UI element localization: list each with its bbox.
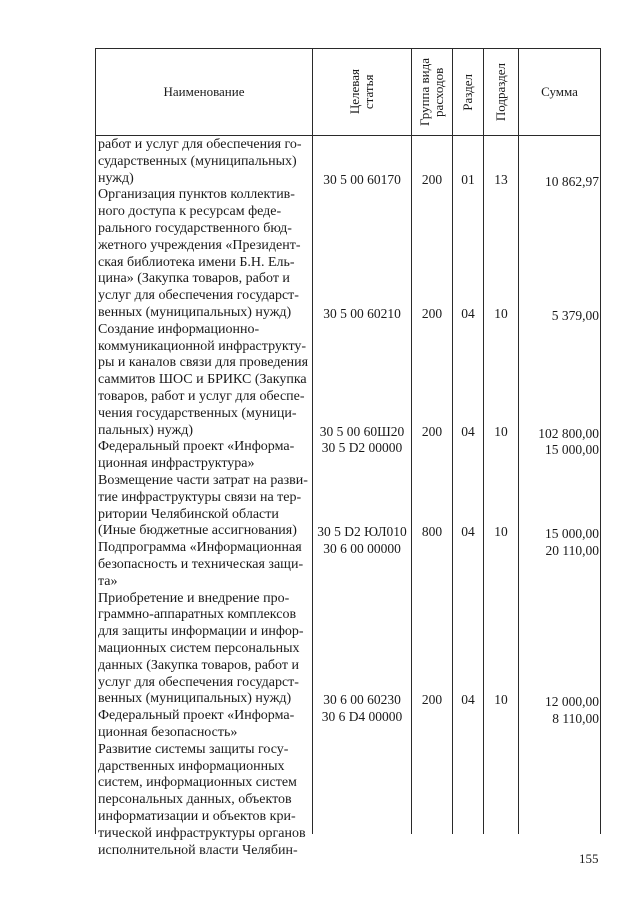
row-name-line: ритории Челябинской области: [98, 506, 279, 522]
row-name-line: сударственных (муниципальных): [98, 153, 297, 169]
row-name-line: товаров, работ и услуг для обеспе-: [98, 389, 305, 404]
row-name-line: работ и услуг для обеспечения го-: [98, 137, 302, 152]
row-name-line: пальных) нужд): [98, 422, 194, 438]
row-name-line: ская библиотека имени Б.Н. Ель-: [98, 254, 295, 270]
row-subsection: 13: [494, 171, 508, 187]
row-sum: 12 000,00: [545, 694, 599, 710]
row-name-line: жетного учреждения «Президент-: [98, 237, 301, 253]
row-subsection: 10: [494, 692, 508, 708]
row-name-line: Подпрограмма «Информационная: [98, 540, 302, 556]
row-article: 30 6 00 00000: [323, 541, 401, 557]
row-name-line: та»: [98, 573, 118, 589]
row-name-line: венных (муниципальных) нужд): [98, 691, 292, 707]
row-name-line: ционная безопасность»: [98, 725, 238, 740]
row-article: 30 5 00 60170: [323, 171, 401, 187]
row-name-line: ционная инфраструктура»: [98, 456, 255, 472]
header-article: Целевая статья: [347, 69, 376, 115]
row-name-line: услуг для обеспечения государст-: [98, 288, 299, 304]
row-name-line: Организация пунктов коллектив-: [98, 187, 295, 203]
row-sum: 8 110,00: [552, 711, 599, 727]
row-name-line: данных (Закупка товаров, работ и: [98, 657, 299, 673]
row-name-line: Федеральный проект «Информа-: [98, 708, 295, 724]
row-name-line: венных (муниципальных) нужд): [98, 305, 292, 320]
row-name-line: цина» (Закупка товаров, работ и: [98, 271, 290, 287]
header-group: Группа вида расходов: [417, 58, 446, 126]
row-name-line: коммуникационной инфраструкту-: [98, 338, 307, 354]
header-subsection: Подраздел: [493, 62, 508, 122]
header-section: Раздел: [460, 73, 475, 111]
row-name-line: информатизации и объектов кри-: [98, 809, 296, 824]
row-name-line: безопасность и техническая защи-: [98, 557, 304, 572]
column-divider-section: [452, 48, 453, 834]
row-name-line: для защиты информации и инфор-: [98, 624, 304, 640]
row-name-line: чения государственных (муници-: [98, 405, 297, 421]
row-section: 04: [461, 524, 475, 540]
row-article: 30 6 D4 00000: [321, 709, 403, 725]
row-name-line: исполнительной власти Челябин-: [98, 842, 298, 858]
row-sum: 10 862,97: [545, 173, 599, 189]
row-group: 800: [421, 524, 443, 540]
row-name-line: Создание информационно-: [98, 321, 260, 337]
row-subsection: 10: [494, 423, 508, 439]
row-article: 30 5 D2 00000: [321, 440, 403, 456]
column-divider-sum: [518, 48, 519, 834]
page-number: 155: [579, 851, 599, 866]
row-name-line: (Иные бюджетные ассигнования): [98, 523, 297, 539]
row-name-line: Возмещение части затрат на разви-: [98, 473, 308, 488]
row-sum: 102 800,00: [538, 425, 599, 441]
row-name-line: услуг для обеспечения государст-: [98, 674, 299, 690]
row-name-line: систем, информационных систем: [98, 775, 297, 791]
row-name-line: тие инфраструктуры связи на тер-: [98, 489, 302, 505]
row-name-line: персональных данных, объектов: [98, 792, 292, 808]
row-name-line: граммно-аппаратных комплексов: [98, 607, 297, 623]
row-sum: 15 000,00: [545, 526, 599, 542]
row-group: 200: [421, 692, 443, 708]
column-divider-group: [411, 48, 412, 834]
column-divider-subsection: [483, 48, 484, 834]
row-subsection: 10: [494, 524, 508, 540]
row-section: 04: [461, 692, 475, 708]
header-sum: Сумма: [541, 84, 578, 99]
row-article: 30 6 00 60230: [323, 692, 401, 708]
row-section: 01: [461, 171, 475, 187]
row-name-line: тической инфраструктуры органов: [98, 825, 306, 841]
row-article: 30 5 D2 ЮЛ010: [317, 524, 407, 540]
row-name-line: дарственных информационных: [98, 758, 285, 774]
row-name-line: ного доступа к ресурсам феде-: [98, 204, 282, 220]
row-article: 30 5 00 60Ш20: [319, 423, 405, 439]
row-name-line: Развитие системы защиты госу-: [98, 741, 289, 757]
table-border-left: [95, 48, 96, 834]
row-section: 04: [461, 423, 475, 439]
row-group: 200: [421, 171, 443, 187]
row-subsection: 10: [494, 306, 508, 321]
row-sum: 5 379,00: [551, 308, 599, 323]
row-name-line: саммитов ШОС и БРИКС (Закупка: [98, 372, 307, 388]
row-group: 200: [421, 423, 443, 439]
row-section: 04: [461, 306, 475, 321]
row-name-line: ры и каналов связи для проведения: [98, 355, 309, 371]
row-sum: 15 000,00: [545, 442, 599, 458]
table-border-right: [600, 48, 601, 834]
row-name-line: Приобретение и внедрение про-: [98, 590, 290, 606]
header-name: Наименование: [163, 84, 245, 99]
row-group: 200: [421, 306, 443, 321]
row-article: 30 5 00 60210: [323, 306, 401, 321]
row-sum: 20 110,00: [545, 543, 599, 559]
row-name-line: Федеральный проект «Информа-: [98, 439, 295, 455]
row-name-line: рального государственного бюд-: [98, 221, 292, 236]
row-name-line: мационных систем персональных: [98, 641, 300, 656]
header-bottom-rule: [95, 135, 601, 136]
row-name-line: нужд): [98, 170, 134, 186]
